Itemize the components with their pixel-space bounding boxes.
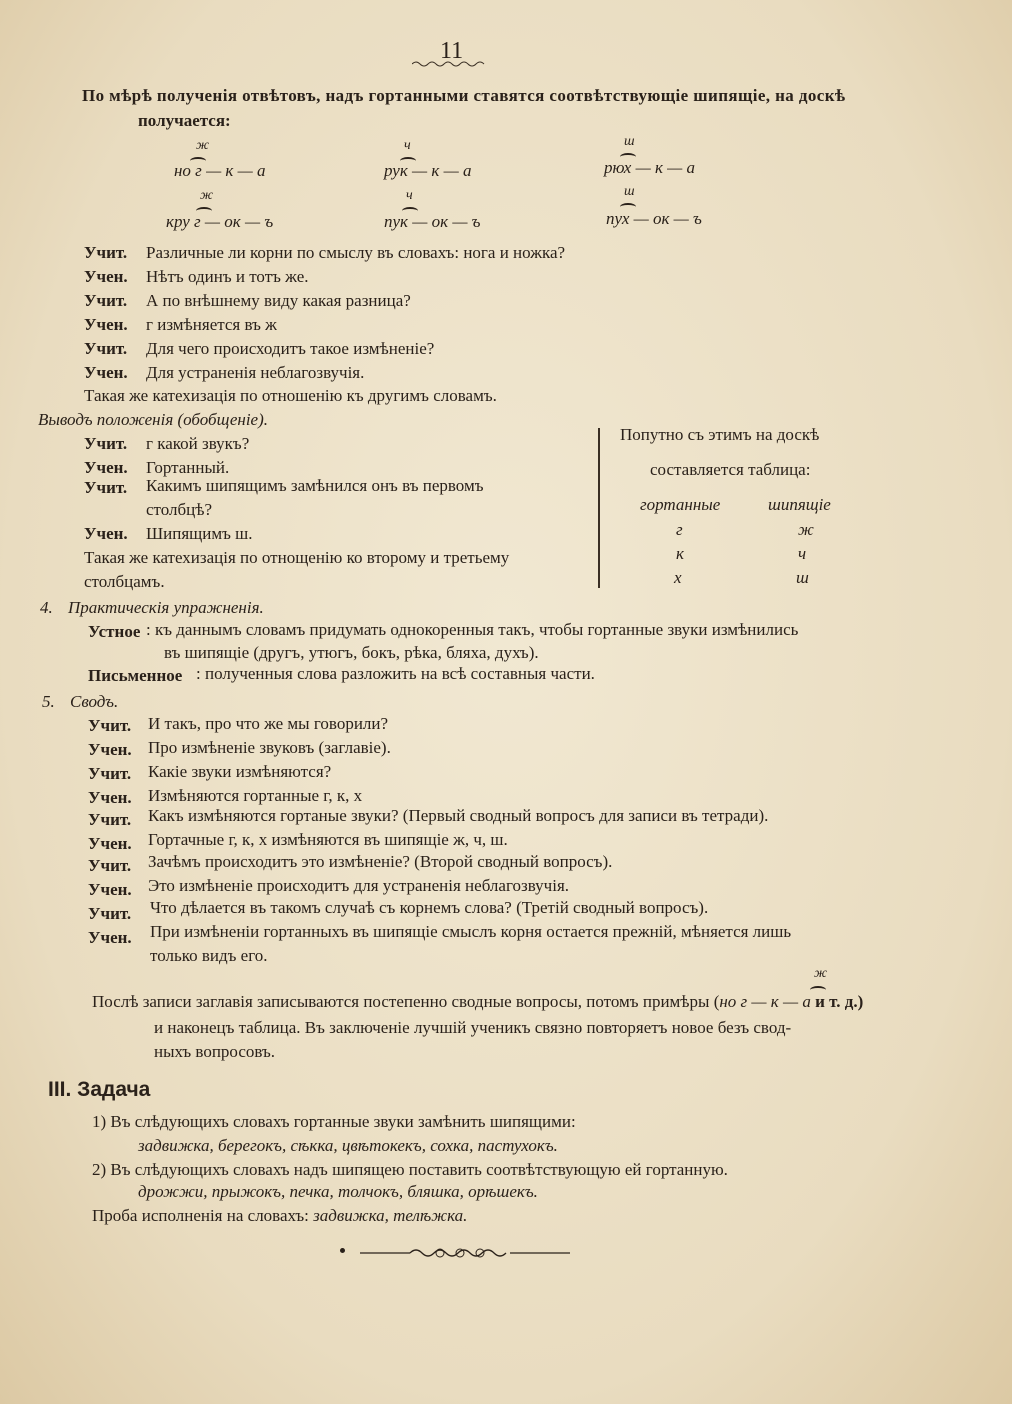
side-note-line: Попутно съ этимъ на доскѣ	[620, 425, 820, 444]
dialogue-line: Измѣняются гортанные г, к, х	[148, 786, 363, 805]
dialogue-line: г какой звукъ?	[146, 434, 250, 453]
example-sup: ш	[624, 184, 635, 199]
speaker-label: Учен.	[88, 788, 132, 807]
exercise-text: : полученныя слова разложить на всѣ составныя части.	[196, 664, 595, 683]
dialogue-line: Что дѣлается въ такомъ случаѣ съ корнемъ слова? (Третій сводный вопросъ).	[150, 898, 709, 917]
side-note-line: составляется таблица:	[650, 460, 811, 479]
example-word: кру г — ок — ъ	[166, 212, 274, 231]
example-word: рук — к — а	[384, 161, 472, 180]
dialogue-line: Шипящимъ ш.	[146, 524, 253, 543]
section-number: 4.	[40, 598, 53, 617]
page-number: 11	[440, 38, 464, 64]
speaker-label: Учен.	[84, 458, 128, 477]
dialogue-line: Какимъ шипящимъ замѣнился онъ въ первомъ	[146, 476, 484, 495]
example-word: но г — к — а	[174, 161, 266, 180]
table-col-header: гортанные	[640, 495, 721, 514]
dialogue-line: Для устраненія неблагозвучія.	[146, 363, 365, 382]
conclusion-text: Послѣ записи заглавія записываются постепенно сводные вопросы, потомъ примѣры (	[92, 992, 720, 1011]
table-cell: ш	[796, 568, 809, 587]
dialogue-line: И такъ, про что же мы говорили?	[148, 714, 389, 733]
speaker-label: Учен.	[84, 363, 128, 382]
speaker-label: Учит.	[88, 764, 132, 783]
task-line: 2) Въ слѣдующихъ словахъ надъ шипящею поставить соотвѣтствующую ей гортанную.	[92, 1160, 728, 1179]
task-words: задвижка, берегокъ, сѣкка, цвѣтокекъ, сохка, пастухокъ.	[138, 1136, 558, 1155]
speaker-label: Учит.	[84, 243, 128, 262]
example-word: пух — ок — ъ	[606, 209, 702, 228]
speaker-label: Учит.	[84, 291, 128, 310]
side-bracket	[598, 428, 600, 588]
exercise-label: Письменное	[88, 666, 183, 685]
section-title: Сводъ.	[70, 692, 119, 711]
conclusion-line: и наконецъ таблица. Въ заключеніе лучшій ученикъ связно повторяетъ новое безъ свод-	[154, 1018, 792, 1037]
dialogue-line: Нѣтъ одинъ и тотъ же.	[146, 267, 309, 286]
intro-line1: По мѣрѣ полученія отвѣтовъ, надъ гортанными ставятся соотвѣтствующіе шипящіе, на доскѣ	[82, 86, 846, 105]
conclusion-text-end: и т. д.)	[810, 992, 864, 1011]
part-heading: III. Задача	[48, 1078, 151, 1101]
table-cell: ж	[798, 520, 814, 539]
table-cell: к	[676, 544, 684, 563]
section-title: Практическія упражненія.	[68, 598, 264, 617]
dialogue-line: Это измѣненіе происходитъ для устраненія неблагозвучія.	[148, 876, 570, 895]
test-label: Проба исполненія на словахъ:	[92, 1206, 314, 1225]
speaker-label: Учит.	[84, 478, 128, 497]
example-sup: ж	[200, 188, 214, 203]
top-ornament	[412, 60, 488, 68]
test-words: задвижка, телѣжка.	[313, 1206, 468, 1225]
speaker-label: Учен.	[88, 880, 132, 899]
conclusion-line	[92, 992, 863, 1012]
speaker-label: Учен.	[88, 740, 132, 759]
dialogue-line: Про измѣненіе звуковъ (заглавіе).	[148, 738, 391, 757]
table-cell: г	[676, 520, 683, 539]
dialogue-line: Для чего происходитъ такое измѣненіе?	[146, 339, 435, 358]
speaker-label: Учен.	[84, 315, 128, 334]
task-line: 1) Въ слѣдующихъ словахъ гортанные звуки замѣнить шипящими:	[92, 1112, 576, 1131]
speaker-label: Учен.	[84, 524, 128, 543]
intro-line2: получается:	[138, 111, 231, 130]
dialogue-line: При измѣненіи гортанныхъ въ шипящіе смыслъ корня остается прежній, мѣняется лишь	[150, 922, 792, 941]
exercise-text: : къ даннымъ словамъ придумать однокоренныя такъ, чтобы гортанные звуки измѣнились	[146, 620, 799, 639]
table-cell: х	[674, 568, 682, 587]
catechesis-note: столбцамъ.	[84, 572, 165, 591]
dialogue-line: г измѣняется въ ж	[146, 315, 277, 334]
catechesis-note: Такая же катехизація по отношенію къ другимъ словамъ.	[84, 386, 497, 405]
dialogue-line: Гортачные г, к, х измѣняются въ шипящіе ж, ч, ш.	[148, 830, 508, 849]
bottom-ornament	[340, 1244, 580, 1262]
speaker-label: Учен.	[88, 928, 132, 947]
dialogue-line: только видъ его.	[150, 946, 268, 965]
section-title: Выводъ положенія (обобщеніе).	[38, 410, 268, 429]
speaker-label: Учит.	[88, 904, 132, 923]
example-sup: ч	[404, 138, 411, 153]
task-words: дрожжи, прыжокъ, печка, толчокъ, бляшка, орѣшекъ.	[138, 1182, 538, 1201]
dialogue-line: Различные ли корни по смыслу въ словахъ: нога и ножка?	[146, 243, 566, 262]
example-word: рюх — к — а	[604, 158, 696, 177]
speaker-label: Учен.	[88, 834, 132, 853]
example-sup: ч	[406, 188, 413, 203]
speaker-label: Учит.	[88, 856, 132, 875]
dialogue-line: столбцѣ?	[146, 500, 213, 519]
dialogue-line: А по внѣшнему виду какая разница?	[146, 291, 411, 310]
dialogue-line: Зачѣмъ происходитъ это измѣненіе? (Второй сводный вопросъ).	[148, 852, 613, 871]
table-cell: ч	[798, 544, 807, 563]
dialogue-line: Какъ измѣняются гортаные звуки? (Первый сводный вопросъ для записи въ тетради).	[148, 806, 769, 825]
example-word: пук — ок — ъ	[384, 212, 481, 231]
exercise-text: въ шипящіе (другъ, утюгъ, бокъ, рѣка, бляха, духъ).	[164, 643, 539, 662]
speaker-label: Учен.	[84, 267, 128, 286]
table-col-header: шипящіе	[768, 495, 831, 514]
inline-example: но г — к — а	[719, 992, 811, 1011]
dialogue-line: Какіе звуки измѣняются?	[148, 762, 332, 781]
speaker-label: Учит.	[88, 810, 132, 829]
inline-example-sup: ж	[814, 966, 828, 981]
section-number: 5.	[42, 692, 55, 711]
conclusion-line: ныхъ вопросовъ.	[154, 1042, 276, 1061]
test-line	[92, 1206, 467, 1226]
exercise-label: Устное	[88, 622, 141, 641]
catechesis-note: Такая же катехизація по отнощенію ко второму и третьему	[84, 548, 510, 567]
example-sup: ш	[624, 134, 635, 149]
speaker-label: Учит.	[84, 339, 128, 358]
speaker-label: Учит.	[88, 716, 132, 735]
speaker-label: Учит.	[84, 434, 128, 453]
example-sup: ж	[196, 138, 210, 153]
dialogue-line: Гортанный.	[146, 458, 230, 477]
